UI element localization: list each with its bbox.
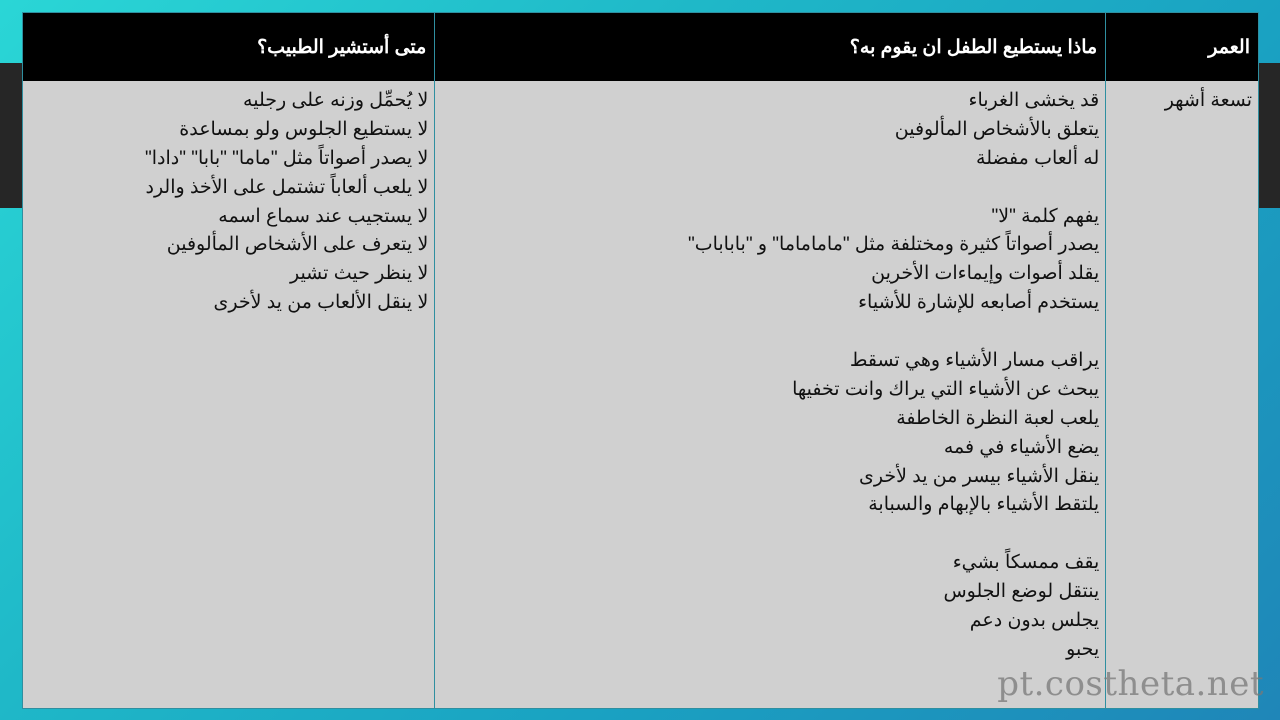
list-item: ينقل الأشياء بيسر من يد لأخرى bbox=[859, 465, 1100, 487]
list-item: له ألعاب مفضلة bbox=[976, 147, 1100, 169]
list-item: يلتقط الأشياء بالإبهام والسبابة bbox=[868, 494, 1100, 516]
list-item: يلعب لعبة النظرة الخاطفة bbox=[896, 407, 1100, 429]
list-item: يضع الأشياء في فمه bbox=[943, 436, 1100, 458]
list-item: لا يتعرف على الأشخاص المألوفين bbox=[166, 234, 429, 256]
milestones-table bbox=[22, 12, 1259, 709]
list-item: يفهم كلمة "لا" bbox=[991, 205, 1100, 227]
list-item: لا يُحمِّل وزنه على رجليه bbox=[243, 90, 429, 111]
list-item: ينتقل لوضع الجلوس bbox=[943, 581, 1100, 603]
list-item: يصدر أصواتاً كثيرة ومختلفة مثل "ماماماما" و "باباباب" bbox=[687, 234, 1100, 256]
age-value: تسعة أشهر bbox=[1164, 90, 1252, 111]
can-do-cell bbox=[434, 81, 1105, 708]
header-can-do: ماذا يستطيع الطفل ان يقوم به؟ bbox=[434, 13, 1105, 81]
watermark-text: pt.costheta.net bbox=[997, 664, 1264, 704]
list-item: يتعلق بالأشخاص المألوفين bbox=[894, 118, 1100, 140]
list-item: لا ينظر حيث تشير bbox=[289, 263, 429, 285]
list-item: يقف ممسكاً بشيء bbox=[952, 552, 1100, 574]
left-accent-bar bbox=[0, 63, 22, 208]
list-item: يجلس بدون دعم bbox=[969, 610, 1100, 632]
list-item bbox=[441, 174, 1099, 203]
list-item: يستخدم أصابعه للإشارة للأشياء bbox=[858, 292, 1100, 314]
list-item: يبحث عن الأشياء التي يراك وانت تخفيها bbox=[792, 378, 1100, 400]
list-item: يقلد أصوات وإيماءات الأخرين bbox=[871, 263, 1100, 285]
right-accent-bar bbox=[1258, 63, 1280, 208]
see-doctor-cell bbox=[23, 81, 434, 708]
list-item: قد يخشى الغرباء bbox=[968, 90, 1100, 111]
header-age: العمر bbox=[1105, 13, 1258, 81]
table-header-row bbox=[23, 13, 1258, 81]
list-item: لا يصدر أصواتاً مثل "ماما" "بابا" "دادا" bbox=[144, 147, 429, 169]
header-see-doctor: متى أستشير الطبيب؟ bbox=[257, 36, 427, 58]
list-item: لا يستجيب عند سماع اسمه bbox=[218, 205, 429, 227]
list-item: لا ينقل الألعاب من يد لأخرى bbox=[213, 292, 429, 314]
table-body-row bbox=[23, 81, 1258, 708]
list-item: لا يستطيع الجلوس ولو بمساعدة bbox=[179, 118, 429, 140]
list-item bbox=[441, 520, 1099, 549]
list-item: يراقب مسار الأشياء وهي تسقط bbox=[849, 350, 1100, 372]
list-item: لا يلعب ألعاباً تشتمل على الأخذ والرد bbox=[145, 176, 429, 198]
age-cell bbox=[1105, 81, 1258, 708]
list-item bbox=[441, 318, 1099, 347]
list-item: يحبو bbox=[1066, 638, 1100, 660]
